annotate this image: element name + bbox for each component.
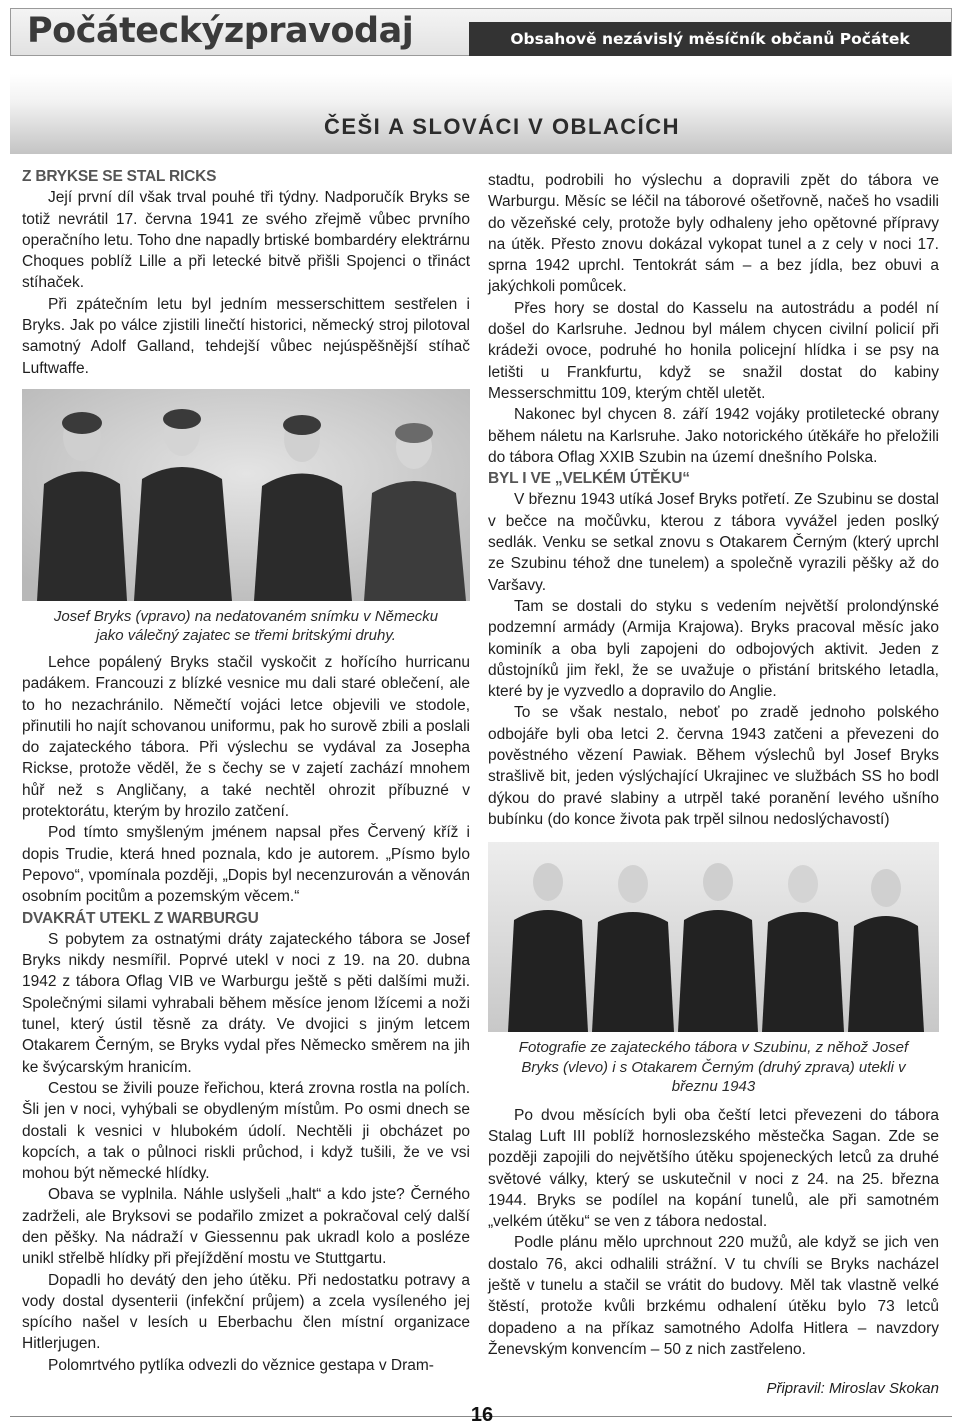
photo-four-airmen [22,389,470,601]
paragraph: Lehce popálený Bryks stačil vyskočit z hořícího hurricanu padákem. Francouzi z blízké vesnice mu dali staré oblečení, ale to ho nezachránilo. Němečtí vojáci letce objevili ve stodole, přinutili ho najít schovanou uniformu, pak ho surově zbili a poslali do zajateckého tábora. Při výslechu se vydával za Josepha Rickse, protože věděl, že s čechy se v zajetí zachází mnohem hůř než s Angličany, a také nechtěl ohrozit příbuzné v protektorátu, kterým by hrozilo zatčení. [22,653,470,821]
paragraph: S pobytem za ostnatými dráty zajateckého tábora se Josef Bryks nikdy nesmířil. Poprvé utekl v noci z 19. na 20. dubna 1942 z tábora Oflag VIB ve Warburgu ještě s pěti dalšími muži. Společnými silami vyhrabali během měsíce jenom lžícemi a noži tunel, který ústil těsně za dráty. Ve dvojici s jiným letcem Otakarem Černým, se Bryks vydal přes Německo směrem na jih ke švýcarským hranicím. [22,930,470,1076]
paragraph: Polomrtvého pytlíka odvezli do věznice gestapa v Dram- [48,1356,434,1374]
paragraph: Přes hory se dostal do Kasselu na autostrádu a podél ní došel do Karlsruhe. Jednou byl málem chycen civilní policií při krádeži ovoce, podruhé ho honila policejní hlídka i se psy na letišti u Frankfurtu, když se snažil dostat do kabiny Messerschmittu 109, kterým chtěl uletět. [488,299,939,402]
photo-caption: Fotografie ze zajateckého tábora v Szubinu, z něhož Josef Bryks (vlevo) i s Otakarem Černým (druhý zprava) utekli v březnu 1943 [518,1039,909,1096]
paragraph: Dopadli ho devátý den jeho útěku. Při nedostatku potravy a vody dostal dysenterii (infekční průjem) a zcela vysíleného jej spícího našel v lesích u Eberbachu člen místní organizace Hitlerjugen. [22,1271,470,1353]
masthead [10,8,952,56]
paragraph: Nakonec byl chycen 8. září 1942 vojáky protiletecké obrany během náletu na Karlsruhe. Jako notorického útěkáře ho přeložili do tábora Oflag XXIB Szubin na území dnešního Polska. [488,406,939,466]
section-heading-great-escape: BYL I VE „VELKÉM ÚTĚKU“ [488,470,690,488]
left-column [22,166,470,1376]
paragraph: To se však nestalo, neboť po zradě jednoho polského odbojáře byli oba letci 2. června 1943 zatčeni a převezeni do pověstného vězení Pawiak. Během výslechů byl Josef Bryks strašlivě bit, jeden výslýchající Ukrajinec ve službách SS ho bodl dýkou do pravé slabiny a utrpěl také poranění levého ušního bubínku (do konce života pak trpěl silnou nedoslýchavostí) [488,704,939,828]
paragraph: Cestou se živili pouze řeřichou, která zrovna rostla na polích. Šli jen v noci, vyhýbali se obydleným místům. Po osmi dnech se dostali k vesnici v hlubokém údolí. Nechtěli ji obcházet po kopcích, a tak o půlnoci riskli průchod, i když tušili, že ve vsi mohou být německé hlídky. [22,1079,470,1183]
paragraph: Při zpátečním letu byl jedním messerschittem sestřelen i Bryks. Jak po válce zjistili linečtí historici, německý stroj pilotoval samotný Adolf Galland, tehdejší vůbec nejúspěšnější stíhač Luftwaffe. [22,295,470,377]
article-banner [10,74,952,154]
paragraph: Její první díl však trval pouhé tři týdny. Nadporučík Bryks se totiž nevrátil 17. června 1941 ze svého zřejmě vůbec prvního operačního letu. Toho dne napadly brtiské bombardéry elektrárnu Choques poblíž Lille a při letecké bitvě přišli Spojenci o třináct stíhaček. [22,189,470,292]
masthead-title: Počáteckýzpravodaj [27,11,414,51]
paragraph: Tam se dostali do styku s vedením největší prolondýnské podzemní armády (Armija Krajowa). Bryks pracoval měsíc jako kominík a oba byli zapojeni do odbojových aktivit. Jeden z důstojníků jim řekl, že se uvažuje o přistání britského letadla, které by je vyzvedlo a dopravilo do Anglie. [488,597,939,701]
masthead-tagline: Obsahově nezávislý měsíčník občanů Počátek [469,22,951,56]
paragraph: Obava se vyplnila. Náhle uslyšeli „halt“ a kdo jste? Černého zadrželi, ale Bryksovi se podařilo zmizet a pokračoval celý další den pěšky. Na nádraží v Giessennu pak ukradl kolo a posléze unikl střelbě hlídky při přejíždění mostu ve Stuttgartu. [22,1186,470,1268]
author-credit: Připravil: Miroslav Skokan [766,1380,939,1398]
paragraph: stadtu, podrobili ho výslechu a dopravili zpět do tábora ve Warburgu. Měsíc se léčil na táborové ošetřovně, načeš ho vsadili do vězeňské cely, protože byly odhaleny jeho opětovné přípravy na útěk. Přesto znovu dokázal vykopat tunel a z cely v noci 17. sprna 1942 uprchl. Tentokrát sám – a bez jídla, bez obuvi a jakýchkoli pomůcek. [488,172,939,296]
page-number: 16 [470,1404,494,1426]
section-heading-ricks: Z BRYKSE SE STAL RICKS [22,168,217,185]
paragraph: Po dvou měsících byli oba čeští letci převezeni do tábora Stalag Luft III poblíž hornoslezského městečka Sagan. Zde se později zapojili do největšího útěku spojeneckých letců za druhé světové války, který se uskutečnil v noci z 24. na 25. března 1944. Bryks se podílel na kopání tunelů, ale při samotném „velkém útěku“ se ven z tábora nedostal. [488,1106,939,1231]
paragraph: Pod tímto smyšleným jménem napsal přes Červený kříž i dopis Trudie, která hned poznala, kdo je autorem. „Písmo bylo Pepovo“, vpomínala později, „Dopis byl necenzurován a věnován osobním pocitům a pozemským věcem.“ [22,824,470,906]
paragraph: Podle plánu mělo uprchnout 220 mužů, ale když se jich ven dostalo 76, akci odhalili strážní. V tu chvíli se Bryks nacházel ještě v tunelu a stačil se vrátit do budovy. Měl tak vlastně velké štěstí, protože kvůli brzkému odhalení útěku bylo 73 letců dopadeno a na příkaz samotného Adolfa Hitlera – navzdory Ženevským konvencím – 50 z nich zastřeleno. [488,1234,939,1358]
article-title: ČEŠI A SLOVÁCI V OBLACÍCH [323,114,681,139]
paragraph: V březnu 1943 utíká Josef Bryks potřetí. Ze Szubinu se dostal v bečce na močůvku, kterou z tábora vyvážel jeden poslký sedlák. Venku se setkal znovu s Otakarem Černým (který uprchl ze Szubinu téhož dne tunelem) a společně vyrazili pěšky až do Varšavy. [488,491,939,594]
section-heading-warburg: DVAKRÁT UTEKL Z WARBURGU [22,909,259,927]
photo-caption: Josef Bryks (vpravo) na nedatovaném snímku v Německu jako válečný zajatec se třemi britskými druhy. [53,607,439,645]
right-column [488,170,939,1400]
photo-szubin-camp [488,842,939,1032]
